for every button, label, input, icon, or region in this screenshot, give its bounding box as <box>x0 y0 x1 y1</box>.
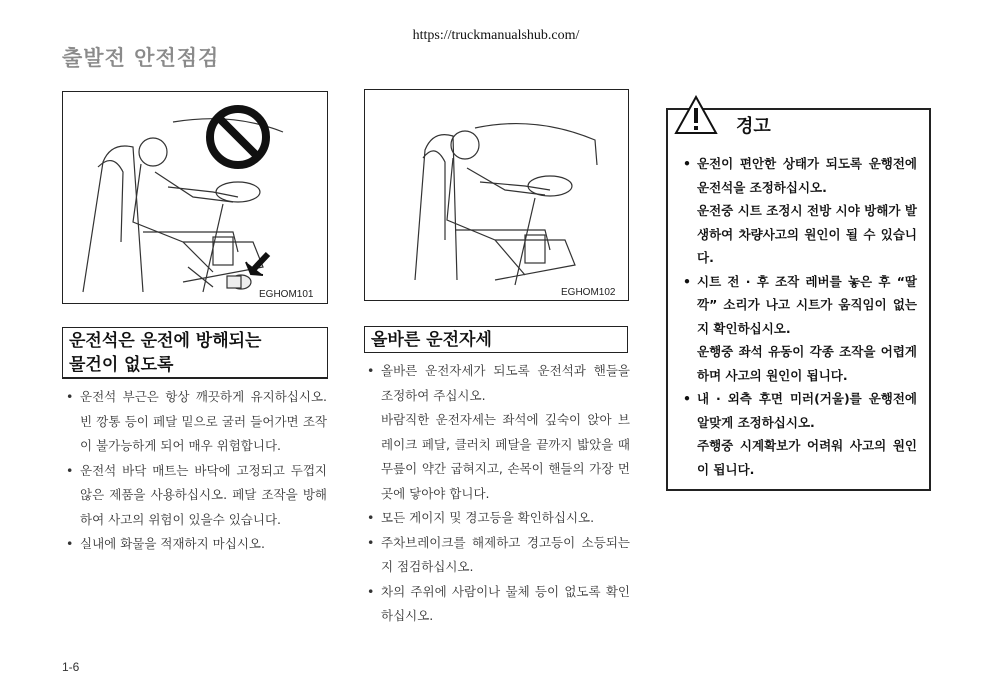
left-heading-line2: 물건이 없도록 <box>69 355 174 375</box>
mid-heading: 올바른 운전자세 <box>364 326 628 353</box>
list-item-text: • 올바른 운전자세가 되도록 운전석과 핸들을 조정하여 주십시오. <box>381 363 630 403</box>
figure-code: EGHOM102 <box>561 287 616 298</box>
warning-item <box>681 152 917 270</box>
illustration-correct-posture <box>364 89 629 301</box>
warning-title: 경고 <box>736 116 771 137</box>
list-item: • 운전석 바닥 매트는 바닥에 고정되고 두껍지 않은 제품을 사용하십시오. 페달 조작을 방해하여 사고의 위험이 있을수 있습니다. <box>63 459 327 533</box>
prohibited-sign-icon <box>210 109 266 165</box>
section-title: 출발전 안전점검 <box>62 46 220 70</box>
list-item: • 실내에 화물을 적재하지 마십시오. <box>63 532 327 557</box>
warning-item <box>681 387 917 481</box>
figure-code: EGHOM101 <box>259 289 314 300</box>
left-heading <box>62 327 328 379</box>
left-list <box>63 385 327 557</box>
warning-triangle-icon <box>674 95 718 135</box>
list-item: • 운전석 부근은 항상 깨끗하게 유지하십시오. 빈 깡통 등이 페달 밑으로 굴러 들어가면 조작이 불가능하게 되어 매우 위험합니다. <box>63 385 327 459</box>
warning-item-text: • 운전이 편안한 상태가 되도록 운행전에 운전석을 조정하십시오. <box>697 156 917 195</box>
warning-item-extra: 주행중 시계확보가 어려워 사고의 원인이 됩니다. <box>697 438 917 477</box>
driver-seat-illustration <box>63 92 327 303</box>
warning-item-extra: 운행중 좌석 유동이 각종 조작을 어렵게 하며 사고의 원인이 됩니다. <box>697 344 917 383</box>
source-url: https://truckmanualshub.com/ <box>412 28 580 43</box>
warning-item-text: • 시트 전 · 후 조작 레버를 놓은 후 “딸깍” 소리가 나고 시트가 움직임이 없는지 확인하십시오. <box>697 273 917 336</box>
warning-box <box>666 108 931 491</box>
warning-item-extra: 운전중 시트 조정시 전방 시야 방해가 발생하여 차량사고의 원인이 될 수 있습니다. <box>697 203 917 265</box>
list-item: • 모든 게이지 및 경고등을 확인하십시오. <box>364 506 630 531</box>
mid-list <box>364 359 630 629</box>
warning-item <box>681 270 917 388</box>
list-item-extra: 바람직한 운전자세는 좌석에 깊숙이 앉아 브레이크 페달, 클러치 페달을 끝까지 밟았을 때 무릎이 약간 굽혀지고, 손목이 핸들의 가장 먼 곳에 닿아야 합니다. <box>381 412 630 501</box>
list-item <box>364 359 630 506</box>
illustration-prohibited-objects <box>62 91 328 304</box>
correct-posture-illustration <box>365 90 628 300</box>
warning-item-text: • 내 · 외측 후면 미러(거울)를 운행전에 알맞게 조정하십시오. <box>697 391 917 430</box>
page-number: 1-6 <box>62 660 80 674</box>
warning-list <box>681 152 917 481</box>
list-item: • 주차브레이크를 해제하고 경고등이 소등되는지 점검하십시오. <box>364 531 630 580</box>
left-heading-line1: 운전석은 운전에 방해되는 <box>69 331 262 351</box>
list-item: • 차의 주위에 사람이나 물체 등이 없도록 확인하십시오. <box>364 580 630 629</box>
